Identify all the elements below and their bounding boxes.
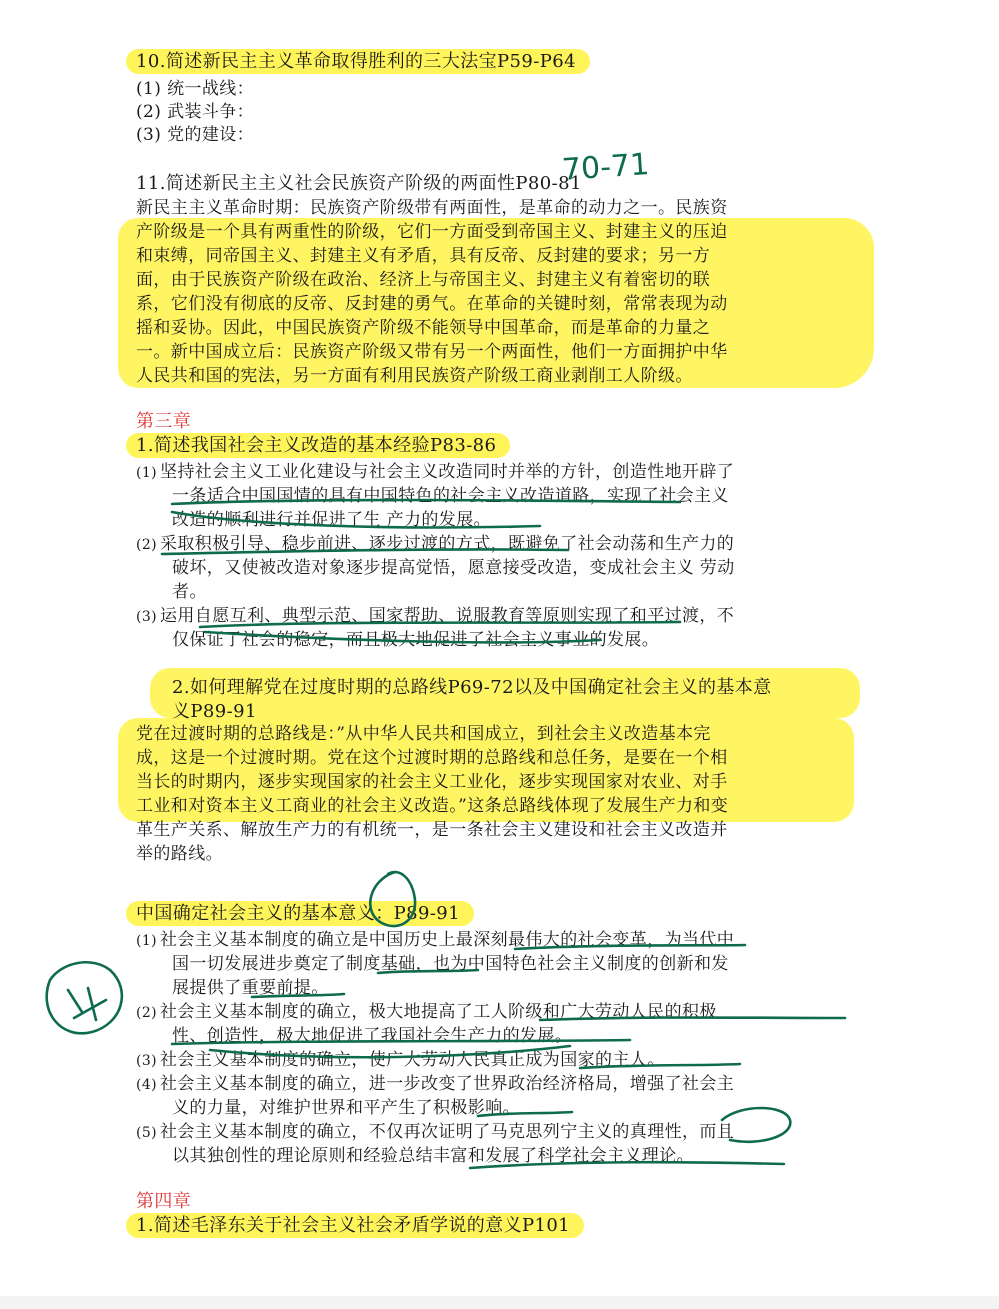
ch3-q1-item-3: (3) 运用自愿互利、典型示范、国家帮助、说服教育等原则实现了和平过渡，不 — [136, 606, 735, 626]
ch3-q3-item-2: (2) 社会主义基本制度的确立，极大地提高了工人阶级和广大劳动人民的积极 — [136, 1002, 717, 1022]
ch4-q1-title: 1.简述毛泽东关于社会主义社会矛盾学说的意义P101 — [136, 1214, 584, 1238]
ch3-q1-title: 1.简述我国社会主义改造的基本经验P83-86 — [136, 434, 510, 458]
q10-item-1: (1) 统一战线： — [136, 79, 255, 99]
ch3-q1-item-2-cont: 者。 — [172, 582, 207, 602]
ch3-q3-item-5-cont: 以其独创性的理论原则和经验总结丰富和发展了科学社会主义理论。 — [172, 1146, 694, 1166]
ch3-q3-title: 中国确定社会主义的基本意义：P89-91 — [136, 902, 474, 926]
ch3-q1-item-2: (2) 采取积极引导、稳步前进、逐步过渡的方式，既避免了社会动荡和生产力的 — [136, 534, 735, 554]
q11-line: 新民主主义革命时期：民族资产阶级带有两面性，是革命的动力之一。民族资 — [136, 198, 728, 218]
ch3-q2-line: 革生产关系、解放生产力的有机统一，是一条社会主义建设和社会主义改造并 — [136, 820, 728, 840]
ch3-q3-item-1-cont: 展提供了重要前提。 — [172, 978, 329, 998]
ch3-q2-line: 工业和对资本主义工商业的社会主义改造。”这条总路线体现了发展生产力和变 — [136, 796, 729, 816]
ch3-q2-title: 2.如何理解党在过度时期的总路线P69-72以及中国确定社会主义的基本意 — [172, 677, 772, 698]
margin-doodle — [68, 988, 106, 1020]
ch3-q3-item-5: (5) 社会主义基本制度的确立，不仅再次证明了马克思列宁主义的真理性，而且 — [136, 1122, 735, 1142]
ch3-q2-line: 当长的时期内，逐步实现国家的社会主义工业化，逐步实现国家对农业、对手 — [136, 772, 728, 792]
ch3-q1-item-2-cont: 破坏，又使被改造对象逐步提高觉悟，愿意接受改造，变成社会主义 劳动 — [172, 558, 735, 578]
ch3-q1-item-1: (1) 坚持社会主义工业化建设与社会主义改造同时并举的方针，创造性地开辟了 — [136, 462, 735, 482]
q11-line: 和束缚，同帝国主义、封建主义有矛盾，具有反帝、反封建的要求；另一方 — [136, 246, 711, 266]
q11-line: 一。新中国成立后：民族资产阶级又带有另一个两面性，他们一方面拥护中华 — [136, 342, 728, 362]
chapter-4-label: 第四章 — [136, 1191, 192, 1212]
chapter-3-label: 第三章 — [136, 411, 192, 432]
q11-line: 摇和妥协。因此，中国民族资产阶级不能领导中国革命，而是革命的力量之 — [136, 318, 711, 338]
q11-line: 系，它们没有彻底的反帝、反封建的勇气。在革命的关键时刻，常常表现为动 — [136, 294, 728, 314]
margin-doodle — [47, 962, 122, 1033]
ch3-q2-line: 举的路线。 — [136, 844, 223, 864]
ch3-q3-item-1-cont: 国一切发展进步奠定了制度基础，也为中国特色社会主义制度的创新和发 — [172, 954, 729, 974]
ch3-q2-line: 成，这是一个过渡时期。党在这个过渡时期的总路线和总任务，是要在一个相 — [136, 748, 728, 768]
q11-line: 面，由于民族资产阶级在政治、经济上与帝国主义、封建主义有着密切的联 — [136, 270, 711, 290]
ch3-q3-item-2-cont: 性、创造性，极大地促进了我国社会生产力的发展。 — [172, 1026, 573, 1046]
ch3-q3-item-4-cont: 义的力量，对维护世界和平产生了积极影响。 — [172, 1098, 520, 1118]
ch3-q1-item-1-cont: 一条适合中国国情的具有中国特色的社会主义改造道路，实现了社会主义 — [172, 486, 729, 506]
q11-title: 11.简述新民主主义社会民族资产阶级的两面性P80-81 — [136, 173, 582, 194]
q11-line: 产阶级是一个具有两重性的阶级，它们一方面受到帝国主义、封建主义的压迫 — [136, 222, 728, 242]
ch3-q2-line: 党在过渡时期的总路线是：”从中华人民共和国成立，到社会主义改造基本完 — [136, 724, 711, 744]
q11-line: 人民共和国的宪法，另一方面有利用民族资产阶级工商业剥削工人阶级。 — [136, 366, 693, 386]
q10-item-3: (3) 党的建设： — [136, 125, 255, 145]
handwritten-page-ref: 70-71 — [560, 147, 651, 188]
ch3-q2-title-cont: 义P89-91 — [172, 701, 257, 722]
ch3-q3-item-1: (1) 社会主义基本制度的确立是中国历史上最深刻最伟大的社会变革，为当代中 — [136, 930, 735, 950]
ch3-q1-item-1-cont: 改造的顺利进行并促进了生 产力的发展。 — [172, 510, 492, 530]
ch3-q1-item-3-cont: 仅保证了社会的稳定，而且极大地促进了社会主义事业的发展。 — [172, 630, 660, 650]
ch3-q3-item-4: (4) 社会主义基本制度的确立，进一步改变了世界政治经济格局，增强了社会主 — [136, 1074, 735, 1094]
q10-item-2: (2) 武装斗争： — [136, 102, 255, 122]
q10-title: 10.简述新民主主义革命取得胜利的三大法宝P59-P64 — [136, 50, 590, 74]
ch3-q3-item-3: (3) 社会主义基本制度的确立，使广大劳动人民真正成为国家的主人。 — [136, 1050, 665, 1070]
